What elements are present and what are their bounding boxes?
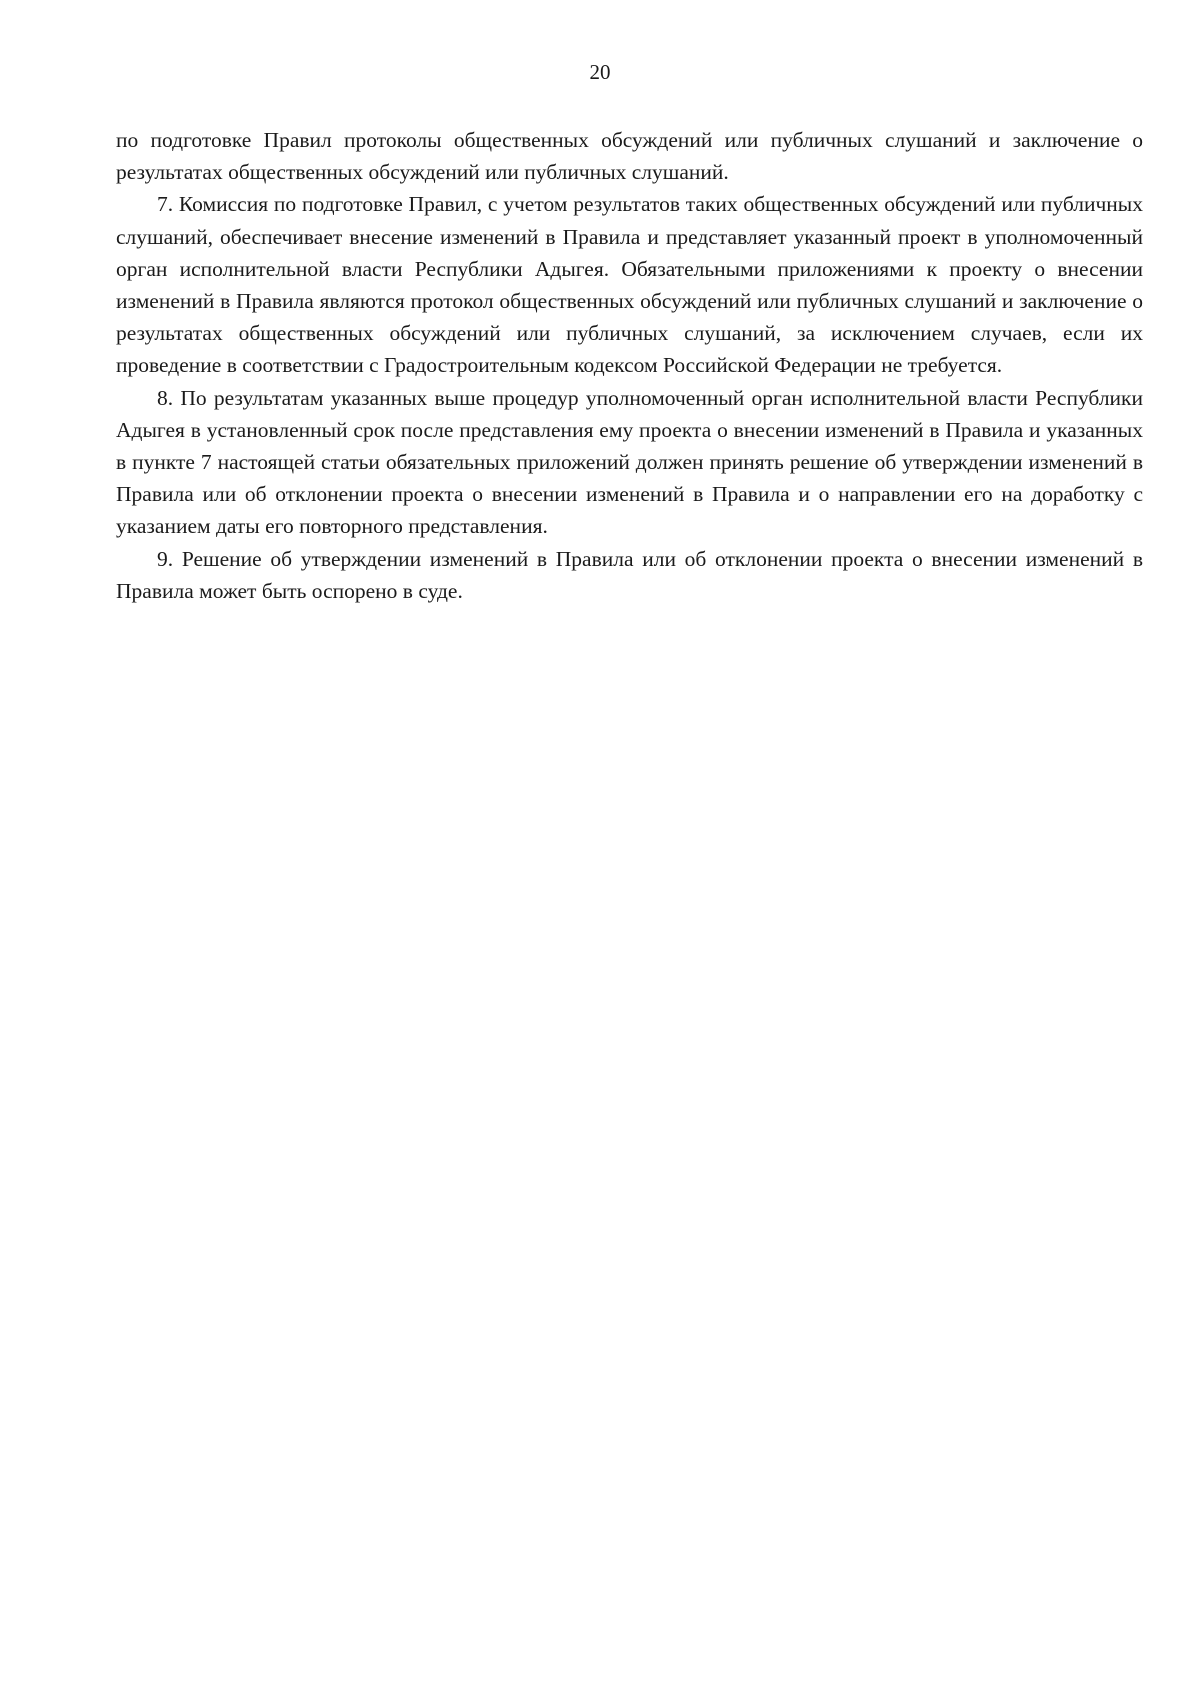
- page-number: 20: [589, 60, 611, 84]
- document-body: [116, 124, 1143, 607]
- paragraph-item-7: 7. Комиссия по подготовке Правил, с учетом результатов таких общественных обсуждений или публичных слушаний, обеспечивает внесение изменений в Правила и представляет указанный проект в уполномоченный орган исполнительной власти Республики Адыгея. Обязательными приложениями к проекту о внесении изменений в Правила являются протокол общественных обсуждений или публичных слушаний и заключение о результатах общественных обсуждений или публичных слушаний, за исключением случаев, если их проведение в соответствии с Градостроительным кодексом Российской Федерации не требуется.: [116, 192, 1143, 378]
- paragraph-item-9: 9. Решение об утверждении изменений в Правила или об отклонении проекта о внесении изменений в Правила может быть оспорено в суде.: [116, 546, 1143, 603]
- paragraph-item-8: 8. По результатам указанных выше процедур уполномоченный орган исполнительной власти Республики Адыгея в установленный срок после представления ему проекта о внесении изменений в Правила и указанных в пункте 7 настоящей статьи обязательных приложений должен принять решение об утверждении изменений в Правила или об отклонении проекта о внесении изменений в Правила и о направлении его на доработку с указанием даты его повторного представления.: [116, 385, 1143, 539]
- paragraph-continuation: по подготовке Правил протоколы общественных обсуждений или публичных слушаний и заключение о результатах общественных обсуждений или публичных слушаний.: [116, 128, 1143, 185]
